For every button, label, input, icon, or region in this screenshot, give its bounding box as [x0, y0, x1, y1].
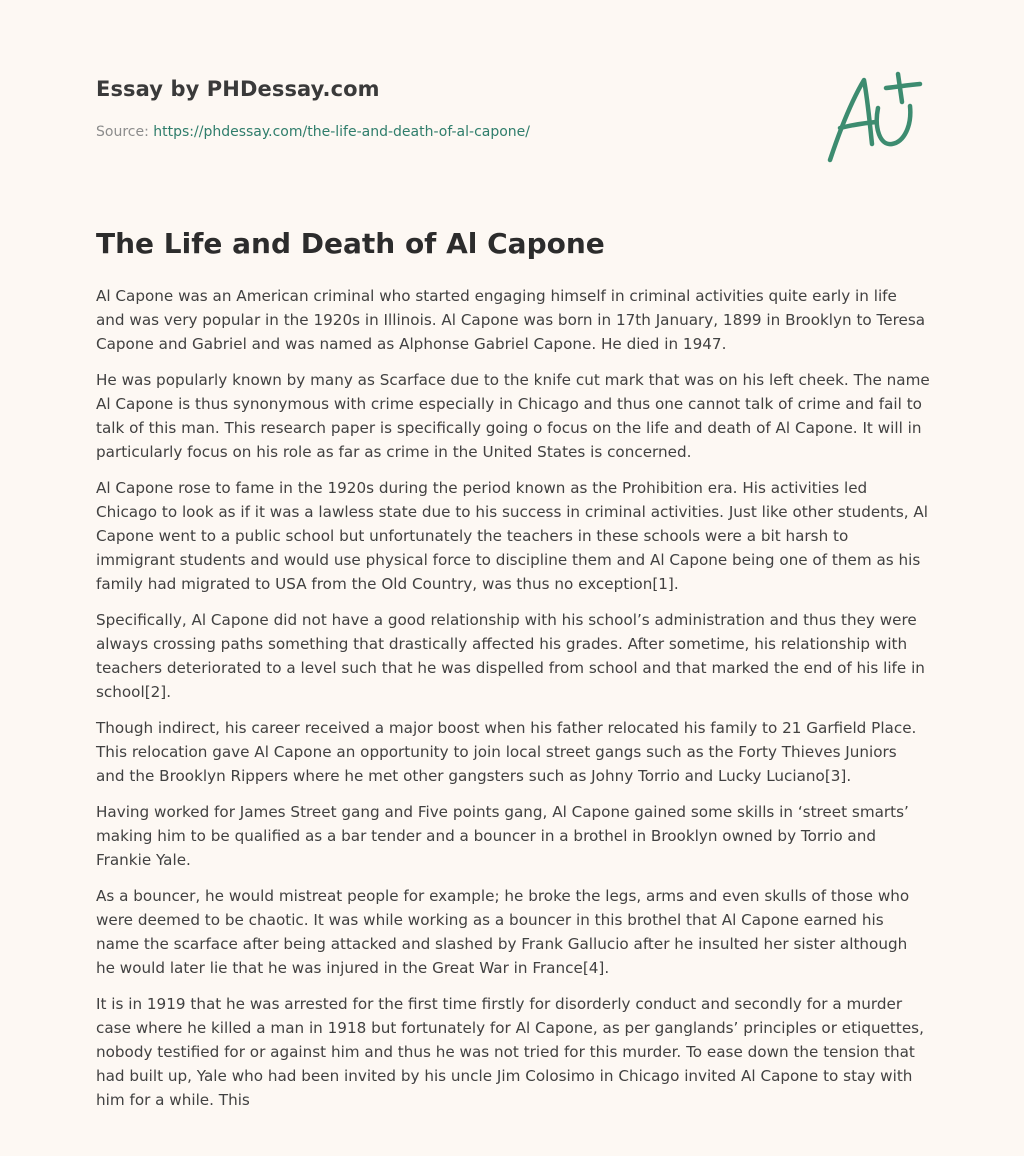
paragraph: Having worked for James Street gang and Five points gang, Al Capone gained some skills in ‘street smarts’ making him to be qualified as a bar tender and a bouncer in a brothel in Brooklyn owned by Torrio and Frankie Yale. — [96, 803, 909, 869]
source-line — [96, 124, 530, 140]
paragraph: As a bouncer, he would mistreat people for example; he broke the legs, arms and even skulls of those who were deemed to be chaotic. It was while working as a bouncer in this brothel that Al Capone earned his name the scarface after being attacked and slashed by Frank Gallucio after he insulted her sister although he would later lie that he was injured in the Great War in France[4]. — [96, 887, 910, 977]
source-link[interactable]: https://phdessay.com/the-life-and-death-of-al-capone/ — [153, 124, 531, 140]
paragraph: Al Capone rose to fame in the 1920s during the period known as the Prohibition era. His activities led Chicago to look as if it was a lawless state due to his success in criminal activities. Just like other students, Al Capone went to a public school but unfortunately the teachers in these schools were a bit harsh to immigrant students and would use physical force to discipline them and Al Capone being one of them as his family had migrated to USA from the Old Country, was thus no exception[1]. — [96, 479, 929, 593]
source-label: Source: — [96, 124, 149, 140]
paragraph: Al Capone was an American criminal who started engaging himself in criminal activities quite early in life and was very popular in the 1920s in Illinois. Al Capone was born in 17th January, 1899 in Brooklyn to Teresa Capone and Gabriel and was named as Alphonse Gabriel Capone. He died in 1947. — [96, 287, 926, 353]
site-brand: Essay by PHDessay.com — [96, 77, 380, 101]
a-plus-icon — [818, 68, 930, 166]
paragraph: Specifically, Al Capone did not have a good relationship with his school’s administration and thus they were always crossing paths something that drastically affected his grades. After sometime, his relationship with teachers deteriorated to a level such that he was dispelled from school and that marked the end of his life in school[2]. — [96, 611, 925, 701]
essay-body — [96, 284, 930, 1124]
paragraph: Though indirect, his career received a major boost when his father relocated his family to 21 Garfield Place. This relocation gave Al Capone an opportunity to join local street gangs such as the Forty Thieves Juniors and the Brooklyn Rippers where he met other gangsters such as Johny Torrio and Lucky Luciano[3]. — [96, 719, 917, 785]
paragraph: He was popularly known by many as Scarface due to the knife cut mark that was on his left cheek. The name Al Capone is thus synonymous with crime especially in Chicago and thus one cannot talk of crime and fail to talk of this man. This research paper is specifically going o focus on the life and death of Al Capone. It will in particularly focus on his role as far as crime in the United States is concerned. — [96, 371, 930, 461]
essay-title: The Life and Death of Al Capone — [96, 227, 605, 260]
paragraph: It is in 1919 that he was arrested for the first time firstly for disorderly conduct and secondly for a murder case where he killed a man in 1918 but fortunately for Al Capone, as per ganglands’ principles or etiquettes, nobody testified for or against him and thus he was not tried for this murder. To ease down the tension that had built up, Yale who had been invited by his uncle Jim Colosimo in Chicago invited Al Capone to stay with him for a while. This — [96, 995, 924, 1109]
